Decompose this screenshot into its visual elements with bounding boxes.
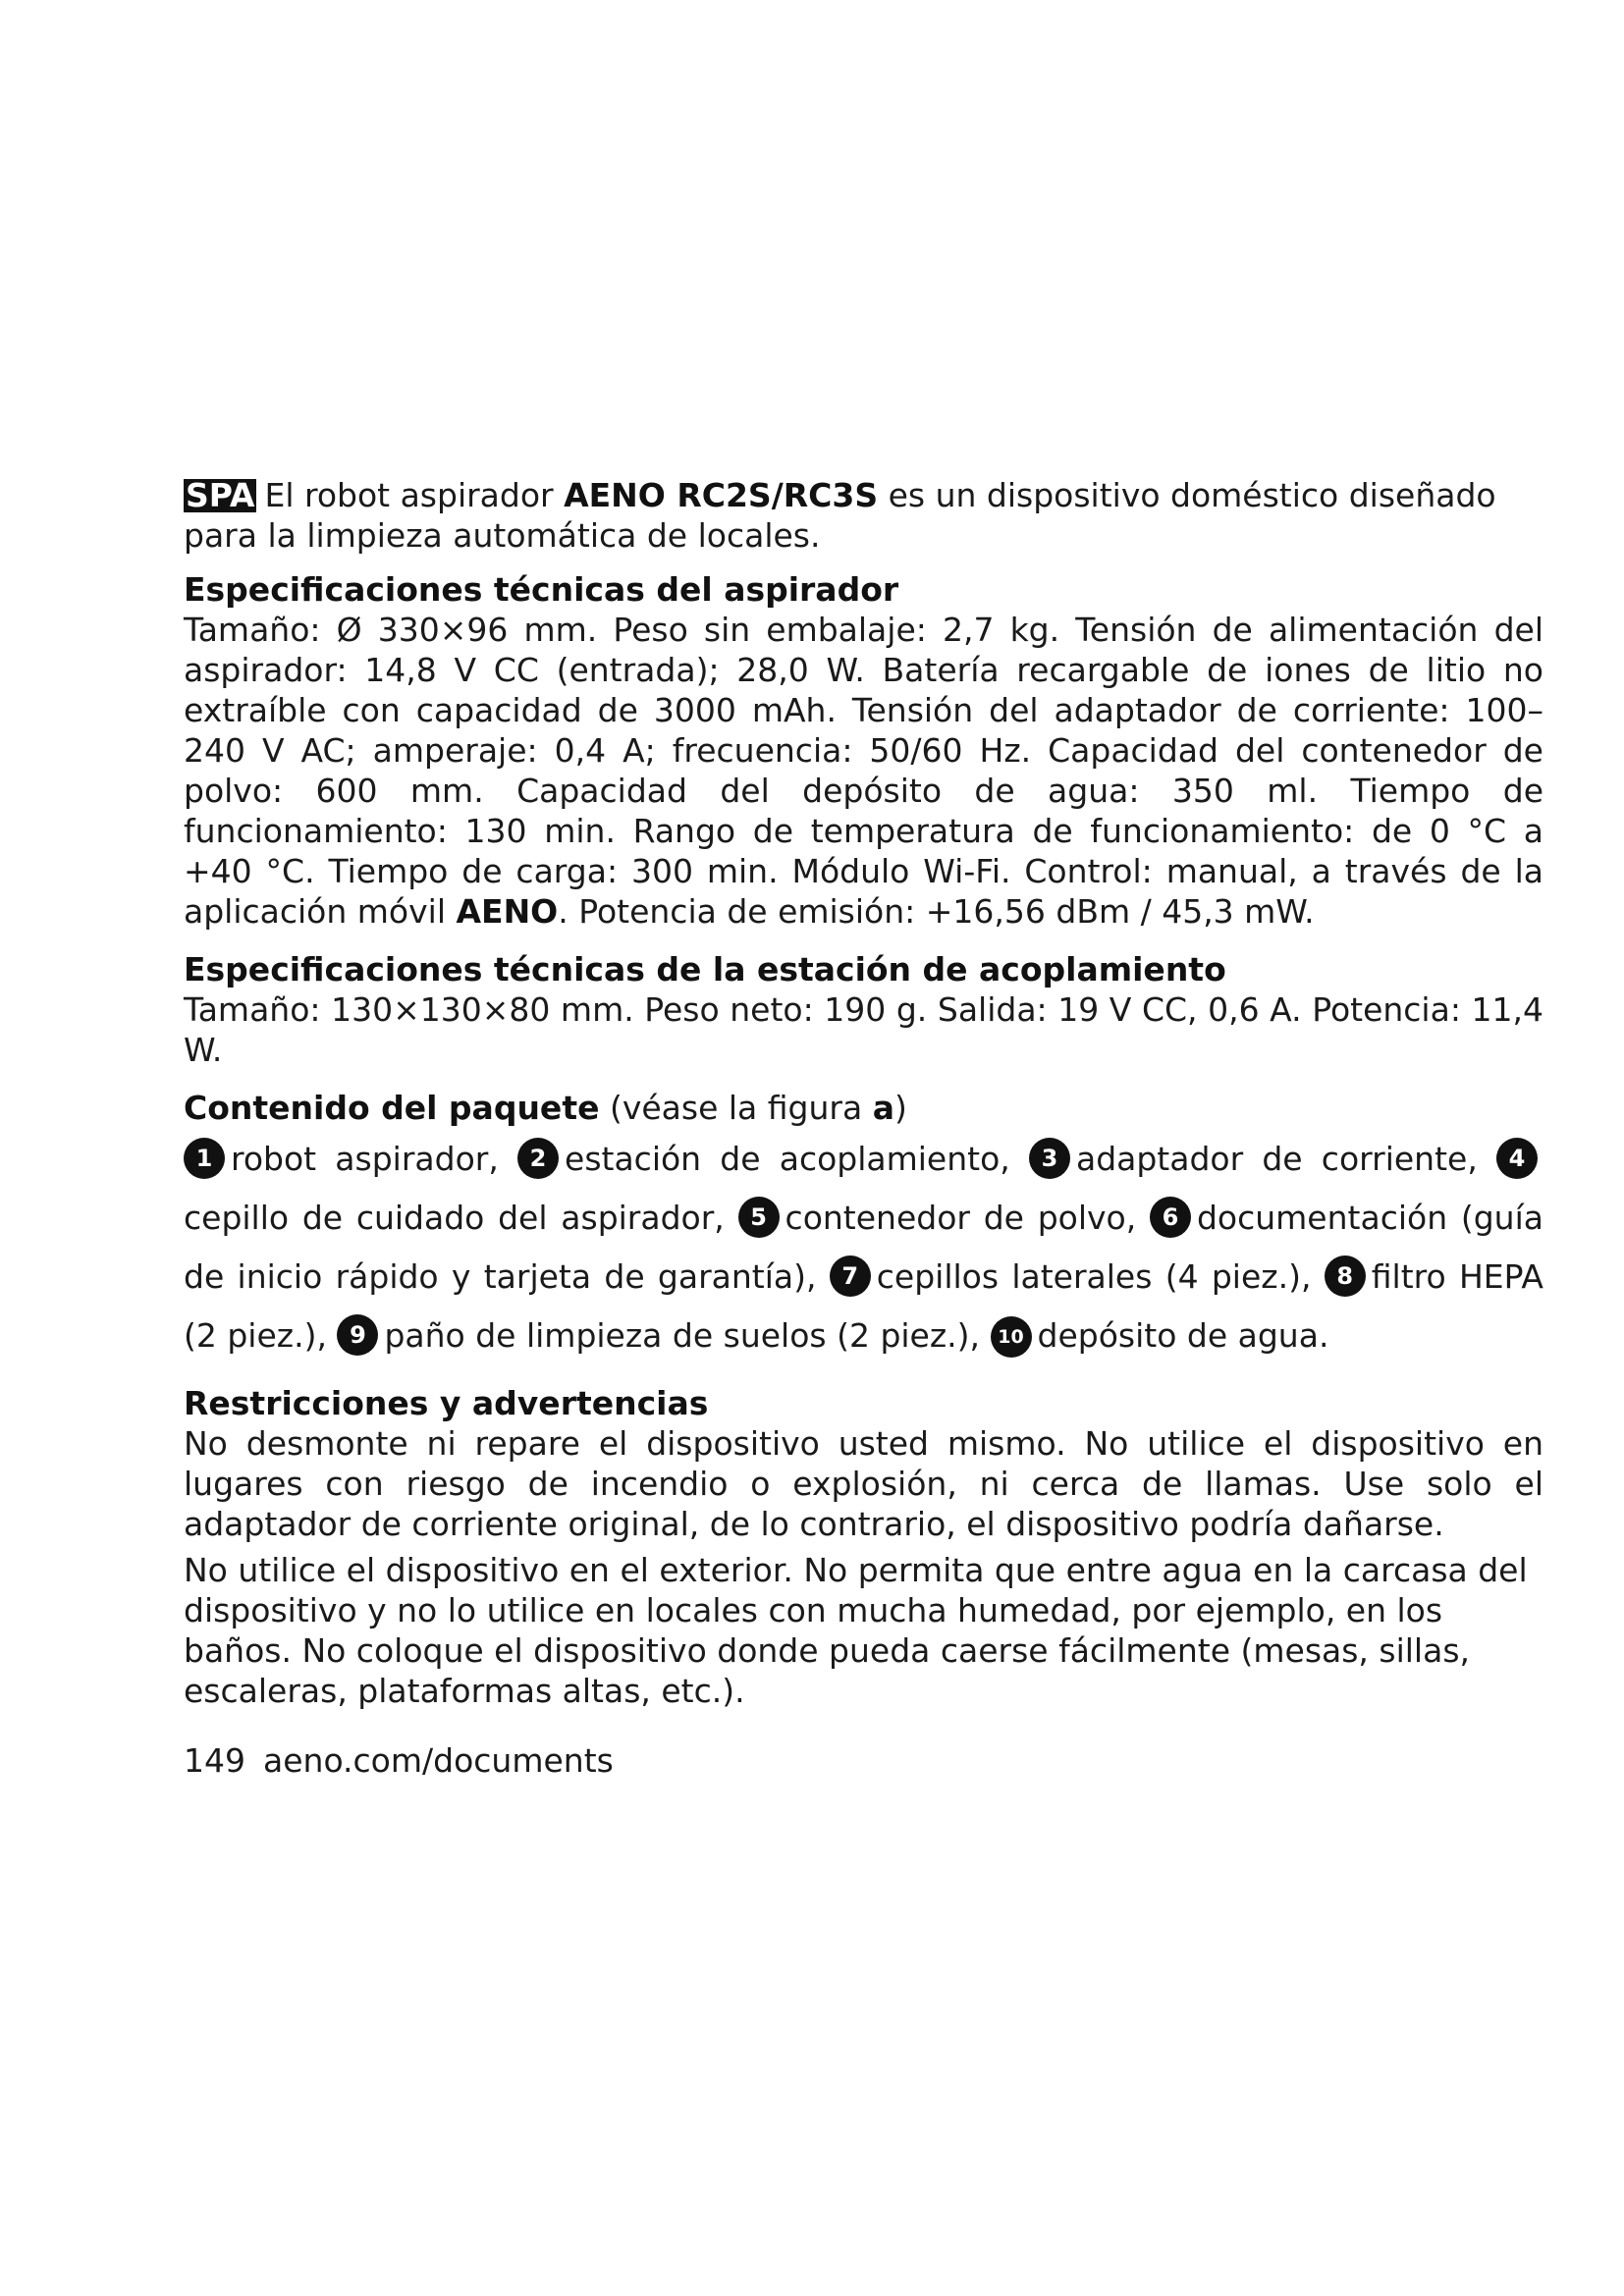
package-items <box>184 1130 1543 1365</box>
package-item: robot aspirador, <box>231 1140 518 1178</box>
page-footer <box>184 1740 1543 1781</box>
item-number-badge: 4 <box>1496 1138 1538 1179</box>
intro-text-start: El robot aspirador <box>264 476 565 514</box>
vacuum-specs-body: Tamaño: Ø 330×96 mm. Peso sin embalaje: 2,7 kg. Tensión de alimentación del aspirador: 14,8 V CC (entrada); 28,0 W. Batería recargable de iones de litio no extraíble con capacidad de 3000 mAh. Tensión del adaptador de corriente: 100–240 V AC; amperaje: 0,4 A; frecuencia: 50/60 Hz. Capacidad del contenedor de polvo: 600 mm. Capacidad del depósito de agua: 350 ml. Tiempo de funcionamiento: 130 min. Rango de temperatura de funcionamiento: de 0 °C a +40 °C. Tiempo de carga: 300 min. Módulo Wi-Fi. Control: manual, a través de la aplicación móvil <box>184 611 1543 931</box>
item-number-badge: 3 <box>1029 1138 1070 1179</box>
intro-paragraph <box>184 475 1543 556</box>
vacuum-specs-section <box>184 569 1543 932</box>
warnings-paragraph-1: No desmonte ni repare el dispositivo usted mismo. No utilice el dispositivo en lugares con riesgo de incendio o explosión, ni cerca de llamas. Use solo el adaptador de corriente original, de lo contrario, el dispositivo podría dañarse. <box>184 1424 1543 1543</box>
package-item: filtro HEPA (2 piez.), <box>184 1257 1543 1355</box>
item-number-badge: 2 <box>517 1138 559 1179</box>
item-number-badge: 10 <box>991 1316 1032 1358</box>
warnings-paragraph-2: No utilice el dispositivo en el exterior. No permita que entre agua en la carcasa del dispositivo y no lo utilice en locales con mucha humedad, por ejemplo, en los baños. No coloque el dispositivo donde pueda caerse fácilmente (mesas, sillas, escaleras, plataformas altas, etc.). <box>184 1551 1528 1710</box>
warnings-section <box>184 1383 1543 1711</box>
documents-url: aeno.com/documents <box>263 1741 614 1780</box>
package-item: cepillos laterales (4 piez.), <box>876 1257 1325 1296</box>
dock-specs-heading: Especificaciones técnicas de la estación de acoplamiento <box>184 950 1226 988</box>
dock-specs-section <box>184 949 1543 1070</box>
language-badge: SPA <box>186 476 255 514</box>
item-number-badge: 8 <box>1325 1255 1366 1297</box>
package-figure-ref: (véase la figura <box>599 1089 873 1127</box>
package-item: adaptador de corriente, <box>1075 1140 1497 1178</box>
package-section <box>184 1088 1543 1365</box>
item-number-badge: 9 <box>337 1314 378 1356</box>
package-item: estación de acoplamiento, <box>565 1140 1029 1178</box>
intro-text-end: es un dispositivo doméstico diseñado para la limpieza automática de locales. <box>184 476 1496 555</box>
app-brand: AENO <box>456 892 559 931</box>
package-figure-close: ) <box>893 1089 907 1127</box>
dock-specs-text: Tamaño: 130×130×80 mm. Peso neto: 190 g. Salida: 19 V CC, 0,6 A. Potencia: 11,4 W. <box>184 990 1543 1069</box>
item-number-badge: 1 <box>184 1138 225 1179</box>
vacuum-specs-text <box>184 610 1543 932</box>
page-number: 149 <box>184 1741 245 1780</box>
model-name: AENO RC2S/RC3S <box>564 476 879 514</box>
package-heading: Contenido del paquete <box>184 1089 600 1127</box>
document-page <box>184 475 1543 1781</box>
package-item: contenedor de polvo, <box>785 1199 1150 1237</box>
package-item: cepillo de cuidado del aspirador, <box>184 1199 738 1237</box>
package-item: documentación (guía de inicio rápido y tarjeta de garantía), <box>184 1199 1543 1296</box>
item-number-badge: 6 <box>1150 1197 1191 1238</box>
package-heading-line <box>184 1088 1543 1128</box>
item-number-badge: 7 <box>830 1255 871 1297</box>
vacuum-specs-heading: Especificaciones técnicas del aspirador <box>184 570 899 609</box>
package-item: paño de limpieza de suelos (2 piez.), <box>384 1316 991 1355</box>
package-figure-letter: a <box>872 1089 894 1127</box>
warnings-heading: Restricciones y advertencias <box>184 1384 709 1422</box>
package-item: depósito de agua. <box>1037 1316 1329 1355</box>
vacuum-specs-tail: . Potencia de emisión: +16,56 dBm / 45,3 mW. <box>558 892 1315 931</box>
item-number-badge: 5 <box>738 1197 780 1238</box>
